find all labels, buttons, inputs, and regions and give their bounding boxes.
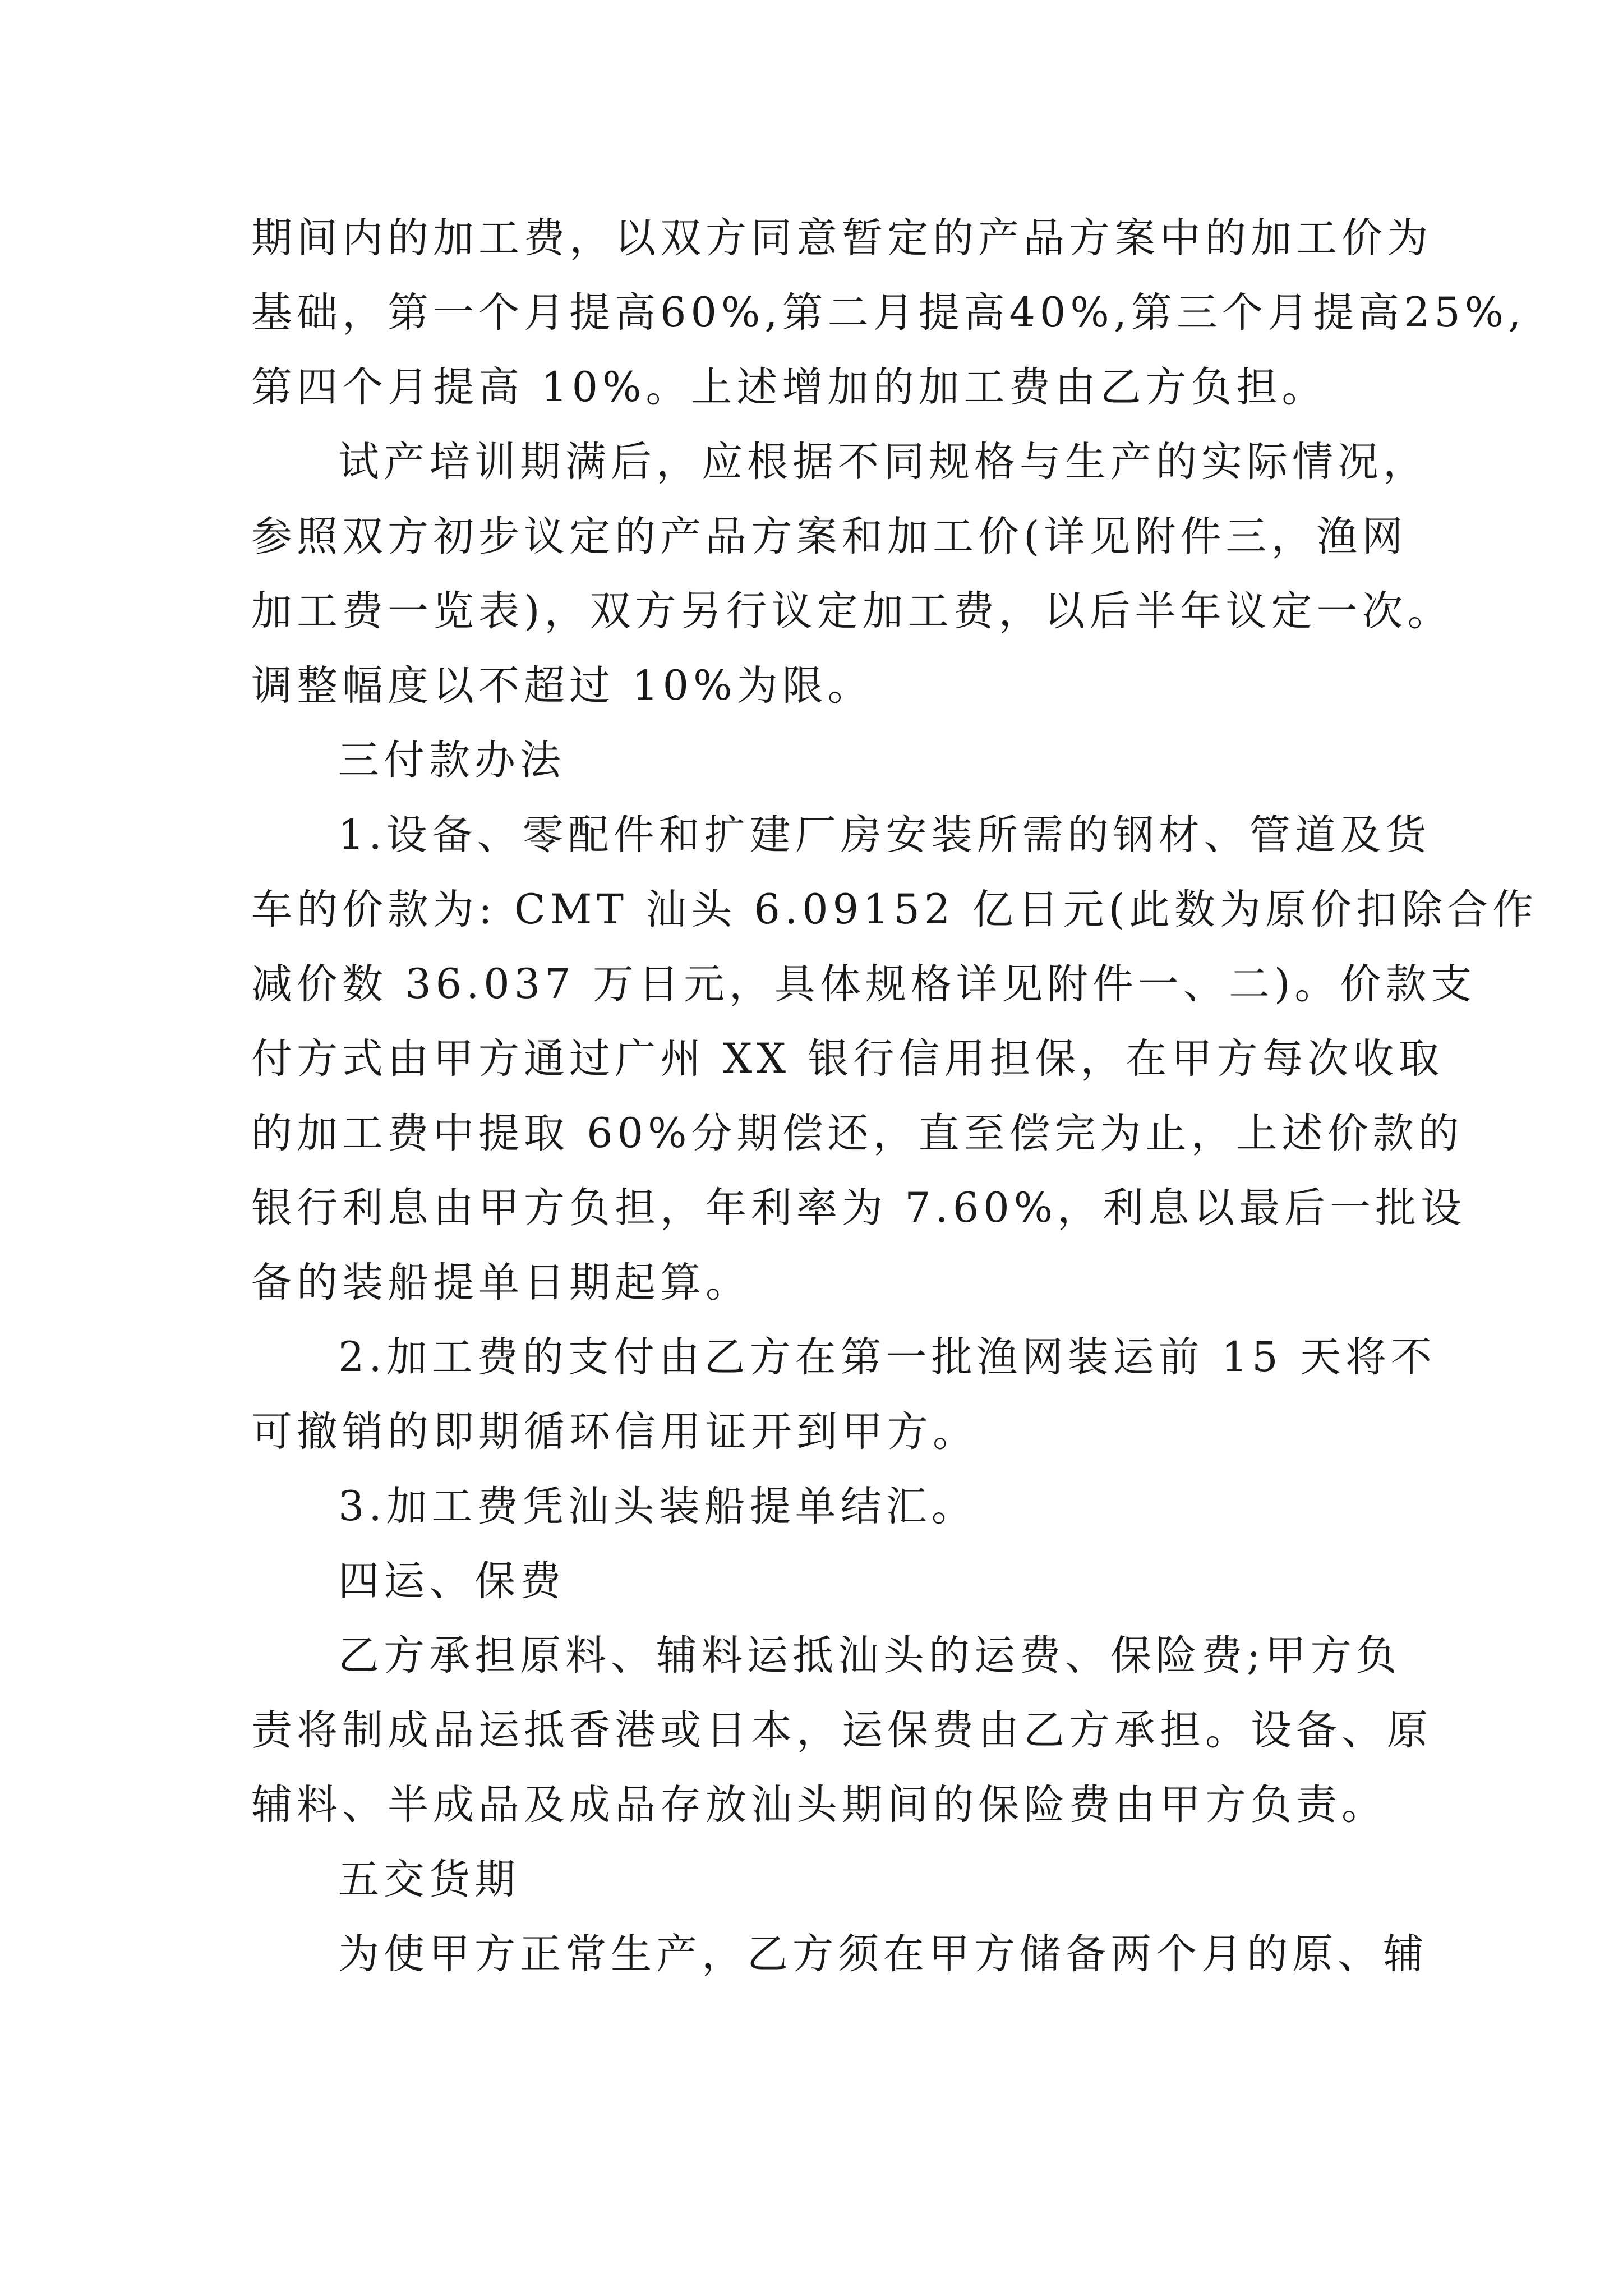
text-line: 基础，第一个月提高60%,第二月提高40%,第三个月提高25%, <box>251 289 1526 337</box>
text-line: 为使甲方正常生产，乙方须在甲方储备两个月的原、辅 <box>338 1930 1428 1978</box>
heading-text: 四运、保费 <box>338 1557 565 1605</box>
heading-text: 五交货期 <box>338 1856 520 1903</box>
text-line: 3.加工费凭汕头装船提单结汇。 <box>338 1483 977 1530</box>
paragraph-trial-production <box>251 425 1453 723</box>
text-line: 责将制成品运抵香港或日本，运保费由乙方承担。设备、原 <box>251 1706 1432 1754</box>
text-line: 期间内的加工费，以双方同意暂定的产品方案中的加工价为 <box>251 214 1432 262</box>
text-line: 银行利息由甲方负担，年利率为 7.60%，利息以最后一批设 <box>251 1184 1467 1232</box>
text-line: 可撤销的即期循环信用证开到甲方。 <box>251 1408 978 1456</box>
text-line: 参照双方初步议定的产品方案和加工价(详见附件三，渔网 <box>251 513 1408 560</box>
paragraph-delivery <box>251 1917 1428 1991</box>
text-line: 备的装船提单日期起算。 <box>251 1259 751 1306</box>
paragraph-payment-item-1 <box>251 798 1538 1320</box>
section-heading-shipping-insurance <box>251 1544 1378 1618</box>
paragraph-shipping-insurance <box>251 1618 1432 1842</box>
text-line: 加工费一览表)，双方另行议定加工费，以后半年议定一次。 <box>251 587 1453 635</box>
text-line: 2.加工费的支付由乙方在第一批渔网装运前 15 天将不 <box>338 1333 1436 1381</box>
text-line: 减价数 36.037 万日元，具体规格详见附件一、二)。价款支 <box>251 960 1477 1008</box>
text-line: 付方式由甲方通过广州 XX 银行信用担保，在甲方每次收取 <box>251 1035 1444 1083</box>
text-line: 的加工费中提取 60%分期偿还，直至偿完为止，上述价款的 <box>251 1110 1464 1157</box>
text-line: 乙方承担原料、辅料运抵汕头的运费、保险费;甲方负 <box>338 1632 1401 1680</box>
section-heading-delivery <box>251 1842 1378 1917</box>
paragraph-processing-fee-increase <box>251 201 1526 425</box>
paragraph-payment-item-2 <box>251 1320 1436 1469</box>
text-line: 第四个月提高 10%。上述增加的加工费由乙方负担。 <box>251 364 1327 411</box>
heading-text: 三付款办法 <box>338 737 565 784</box>
paragraph-payment-item-3 <box>251 1469 1378 1544</box>
document-body <box>251 201 1538 1991</box>
text-line: 辅料、半成品及成品存放汕头期间的保险费由甲方负责。 <box>251 1781 1387 1829</box>
text-line: 1.设备、零配件和扩建厂房安装所需的钢材、管道及货 <box>338 811 1431 859</box>
text-line: 试产培训期满后，应根据不同规格与生产的实际情况， <box>338 438 1428 486</box>
text-line: 车的价款为: CMT 汕头 6.09152 亿日元(此数为原价扣除合作 <box>251 886 1538 933</box>
text-line: 调整幅度以不超过 10%为限。 <box>251 662 873 710</box>
section-heading-payment <box>251 723 1378 798</box>
